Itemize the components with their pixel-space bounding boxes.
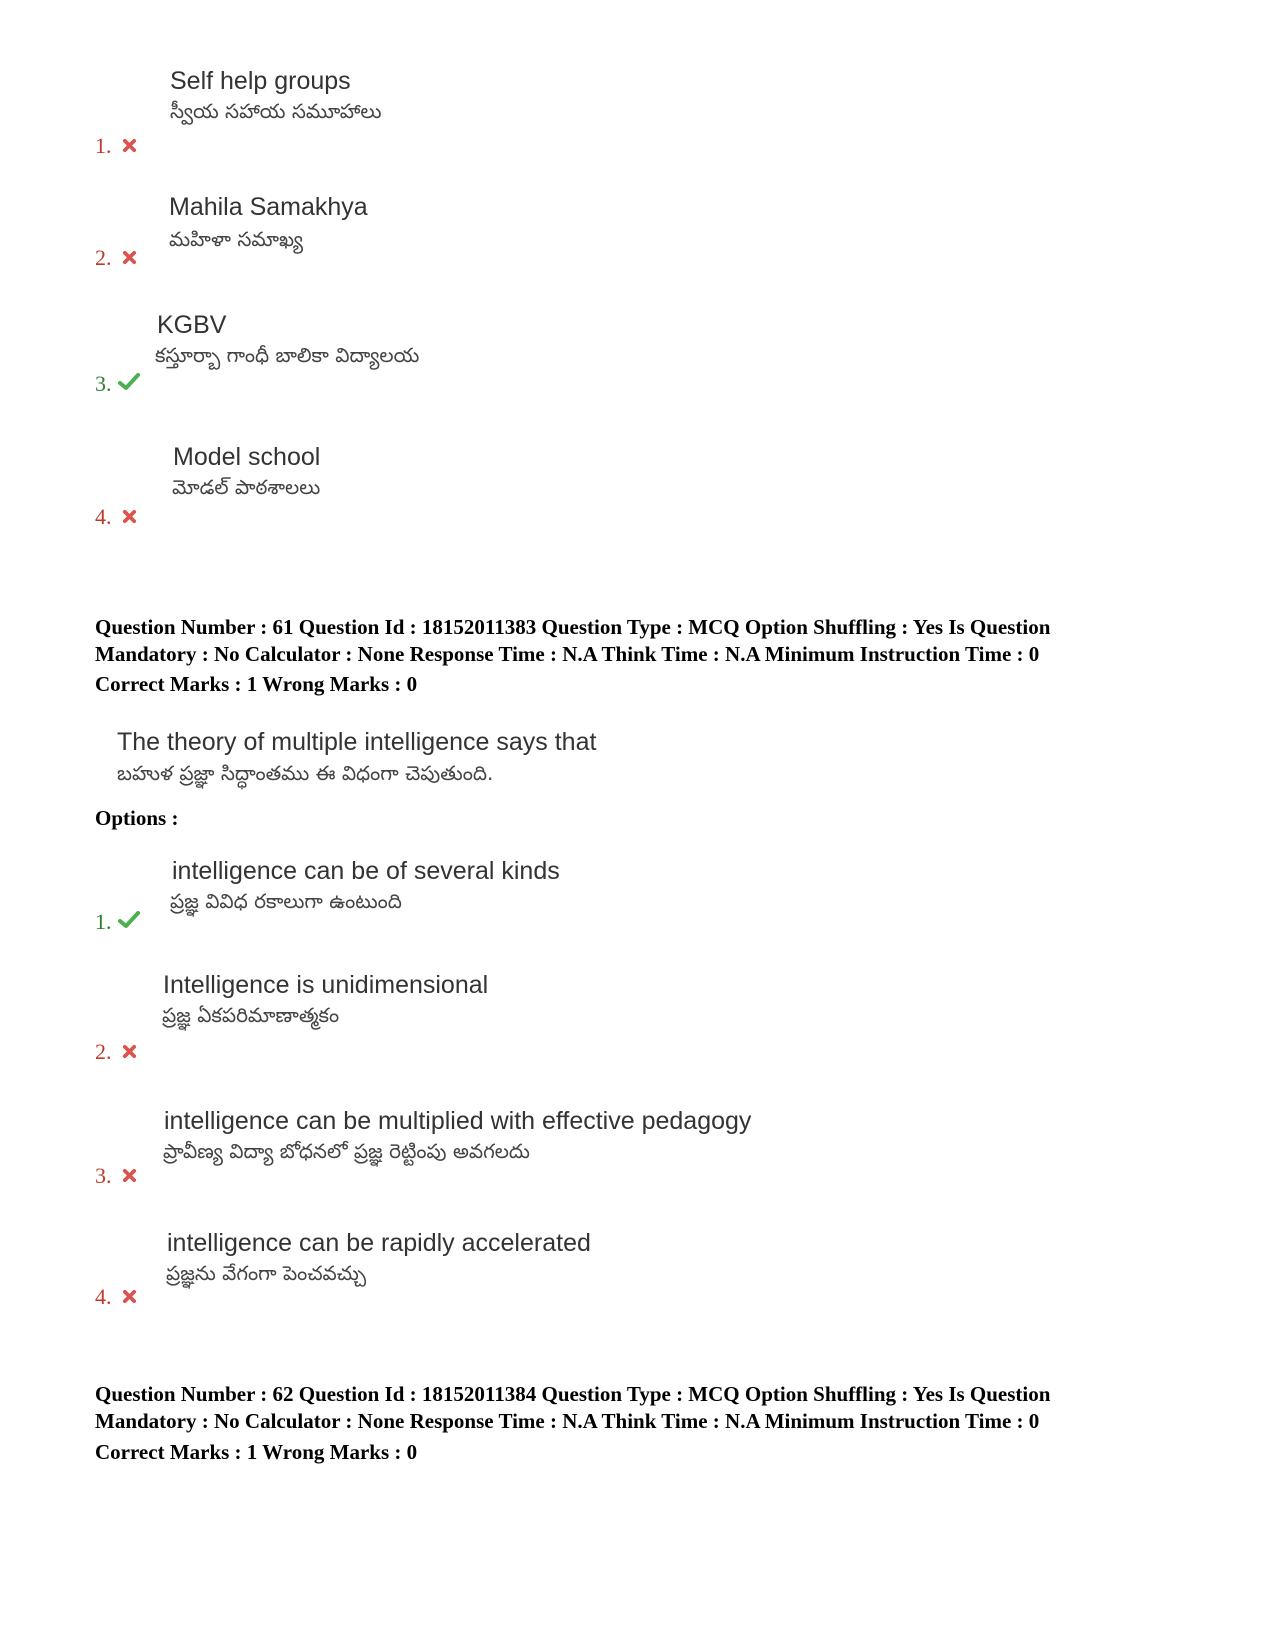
q61-option-2-number: 2.	[95, 1039, 112, 1064]
question-61-header	[95, 614, 1195, 668]
cross-icon	[122, 1044, 137, 1059]
q61-option-1-number: 1.	[95, 909, 112, 934]
q61-option-4-en: intelligence can be rapidly accelerated	[167, 1229, 591, 1257]
prev-option-1-te: స్వీయ సహాయ సమూహాలు	[170, 99, 382, 123]
cross-icon	[122, 250, 137, 265]
q61-option-2-number-row	[95, 1040, 137, 1064]
prev-option-1-number: 1.	[95, 133, 112, 158]
q61-option-4-number-row	[95, 1285, 137, 1309]
q61-option-3-number: 3.	[95, 1163, 112, 1188]
cross-icon	[122, 509, 137, 524]
question-62-header-line1: Question Number : 62 Question Id : 18152011384 Question Type : MCQ Option Shuffling : Yes Is Question	[95, 1382, 1051, 1406]
question-62-marks: Correct Marks : 1 Wrong Marks : 0	[95, 1440, 418, 1464]
prev-option-1-number-row	[95, 134, 137, 158]
prev-option-4-te: మోడల్ పాఠశాలలు	[172, 475, 321, 499]
prev-option-2-te: మహిళా సమాఖ్య	[169, 227, 304, 251]
q61-option-1-en: intelligence can be of several kinds	[172, 857, 560, 885]
cross-icon	[122, 138, 137, 153]
cross-icon	[122, 1289, 137, 1304]
q61-option-4-te: ప్రజ్ఞను వేగంగా పెంచవచ్చు	[166, 1261, 367, 1285]
prev-option-3-number-row	[95, 372, 140, 396]
prev-option-3-number: 3.	[95, 371, 112, 396]
q61-option-2-te: ప్రజ్ఞ ఏకపరిమాణాత్మకం	[162, 1003, 340, 1027]
prev-option-2-number: 2.	[95, 245, 112, 270]
question-61-options-label: Options :	[95, 806, 179, 830]
question-61-text-te: బహుళ ప్రజ్ఞా సిద్ధాంతము ఈ విధంగా చెపుతుంది.	[117, 761, 494, 785]
q61-option-1-number-row	[95, 910, 140, 934]
prev-option-3-en: KGBV	[157, 311, 227, 339]
prev-option-2-en: Mahila Samakhya	[169, 193, 368, 221]
q61-option-3-te: ప్రావీణ్య విద్యా బోధనలో ప్రజ్ఞ రెట్టింపు అవగలదు	[163, 1139, 530, 1163]
question-61-marks: Correct Marks : 1 Wrong Marks : 0	[95, 672, 418, 696]
prev-option-3-te: కస్తూర్బా గాంధీ బాలికా విద్యాలయ	[155, 343, 420, 367]
prev-option-4-number: 4.	[95, 504, 112, 529]
q61-option-4-number: 4.	[95, 1284, 112, 1309]
q61-option-3-en: intelligence can be multiplied with effective pedagogy	[164, 1107, 752, 1135]
prev-option-4-number-row	[95, 505, 137, 529]
question-61-header-line2: Mandatory : No Calculator : None Response Time : N.A Think Time : N.A Minimum Instruction Time : 0	[95, 642, 1040, 666]
question-62-header	[95, 1381, 1195, 1435]
check-icon	[118, 911, 140, 929]
check-icon	[118, 373, 140, 391]
prev-option-1-en: Self help groups	[170, 67, 351, 95]
q61-option-2-en: Intelligence is unidimensional	[163, 971, 489, 999]
question-61-text-en: The theory of multiple intelligence says that	[117, 728, 597, 756]
cross-icon	[122, 1168, 137, 1183]
question-62-header-line2: Mandatory : No Calculator : None Response Time : N.A Think Time : N.A Minimum Instruction Time : 0	[95, 1409, 1040, 1433]
q61-option-3-number-row	[95, 1164, 137, 1188]
q61-option-1-te: ప్రజ్ఞ వివిధ రకాలుగా ఉంటుంది	[170, 889, 402, 913]
question-61-header-line1: Question Number : 61 Question Id : 18152011383 Question Type : MCQ Option Shuffling : Yes Is Question	[95, 615, 1051, 639]
prev-option-2-number-row	[95, 246, 137, 270]
prev-option-4-en: Model school	[173, 443, 321, 471]
